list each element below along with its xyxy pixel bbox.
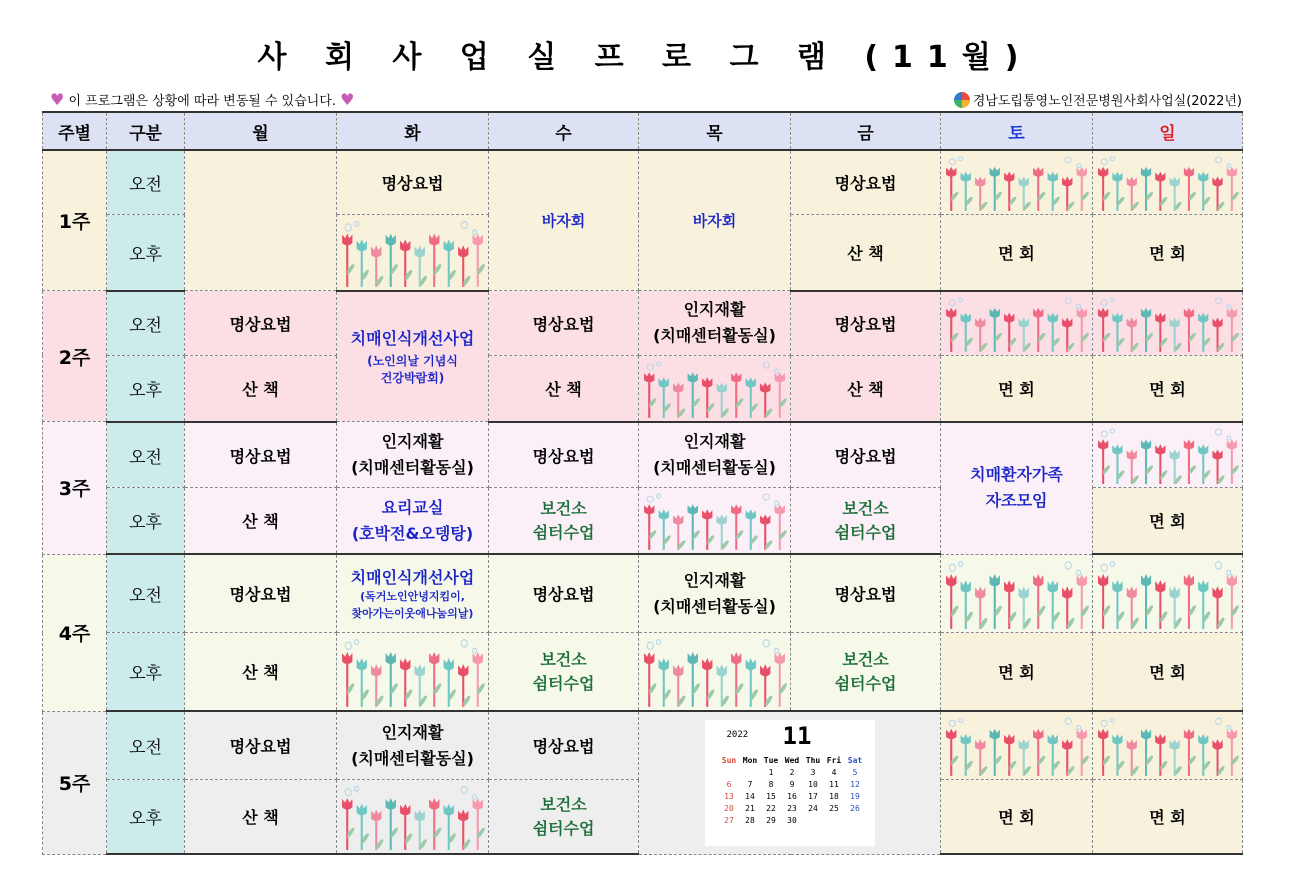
flower-decoration: [1093, 712, 1242, 779]
calendar-weekday: Sat: [847, 755, 863, 765]
program-visit: 면 회: [998, 808, 1035, 828]
header-mon: 월: [185, 112, 337, 150]
program-meditation: 명상요법: [834, 446, 897, 466]
program-walk: 산 책: [545, 379, 582, 399]
heart-icon: ♥: [50, 90, 65, 109]
header-sun: 일: [1093, 112, 1243, 150]
week-label: 5주: [43, 711, 107, 854]
flower-decoration: [337, 780, 488, 853]
calendar-day: 26: [850, 803, 860, 813]
calendar-day: 21: [745, 803, 755, 813]
header-thu: 목: [639, 112, 791, 150]
header-slot: 구분: [107, 112, 185, 150]
program-walk: 산 책: [242, 512, 279, 532]
calendar-day: 20: [724, 803, 734, 813]
page-title: 사 회 사 업 실 프 로 그 램 (11월): [257, 40, 1033, 75]
program-visit: 면 회: [1149, 808, 1186, 828]
program-shelter-class: 보건소 쉼터수업: [489, 780, 639, 854]
program-visit: 면 회: [1149, 663, 1186, 683]
flower-decoration: [639, 488, 790, 553]
header-tue: 화: [337, 112, 489, 150]
program-meditation: 명상요법: [834, 585, 897, 605]
calendar-day: 16: [787, 791, 797, 801]
program-meditation: 명상요법: [532, 585, 595, 605]
calendar-day: 9: [789, 779, 795, 789]
program-meditation: 명상요법: [229, 314, 292, 334]
schedule-table: [42, 111, 1243, 855]
header-sat: 토: [941, 112, 1093, 150]
slot-pm: 오후: [107, 780, 185, 854]
calendar-weekday: Tue: [763, 755, 779, 765]
week-label: 4주: [43, 554, 107, 711]
program-cognitive: 인지재활 (치매센터활동실): [639, 422, 791, 488]
program-meditation: 명상요법: [381, 174, 444, 194]
calendar-day: 3: [810, 767, 816, 777]
program-visit: 면 회: [998, 379, 1035, 399]
calendar-month: 11: [782, 721, 812, 750]
calendar-year: 2022: [726, 729, 749, 740]
calendar-day: 22: [766, 803, 776, 813]
program-walk: 산 책: [847, 244, 884, 263]
calendar-day: 28: [745, 815, 755, 825]
notice: [50, 90, 355, 109]
program-shelter-class: 보건소 쉼터수업: [489, 633, 639, 711]
program-shelter-class: 보건소 쉼터수업: [791, 633, 941, 711]
program-walk: 산 책: [242, 379, 279, 399]
flower-decoration: [941, 292, 1092, 355]
program-meditation: 명상요법: [229, 737, 292, 757]
calendar-day: 13: [724, 791, 734, 801]
calendar-day: 24: [808, 803, 818, 813]
program-cognitive: 인지재활 (치매센터활동실): [337, 711, 489, 779]
empty-cell: [185, 150, 337, 291]
program-cooking: 요리교실 (호박전&오뎅탕): [337, 488, 489, 554]
calendar-weekday: Fri: [826, 755, 842, 765]
calendar-day: 12: [850, 779, 860, 789]
calendar-weekday: Mon: [742, 755, 758, 765]
flower-decoration: [1093, 151, 1242, 214]
calendar-day: [719, 768, 740, 777]
calendar-day: 18: [829, 791, 839, 801]
hospital-logo-icon: [954, 92, 970, 108]
program-cognitive: 인지재활 (치매센터활동실): [639, 291, 791, 355]
calendar-day: 7: [747, 779, 753, 789]
program-visit: 면 회: [1149, 512, 1186, 532]
calendar-day: 10: [808, 779, 818, 789]
calendar-grid: [719, 756, 866, 825]
calendar-day: 14: [745, 791, 755, 801]
header-fri: 금: [791, 112, 941, 150]
program-bazaar: 바자회: [541, 212, 586, 231]
flower-decoration: [1093, 555, 1242, 632]
calendar-day: 6: [726, 779, 732, 789]
program-walk: 산 책: [847, 379, 884, 399]
flower-decoration: [639, 356, 790, 421]
program-meditation: 명상요법: [532, 737, 595, 757]
calendar-day: 8: [768, 779, 774, 789]
header-row: [43, 112, 1243, 150]
slot-am: 오전: [107, 711, 185, 779]
week-label: 2주: [43, 291, 107, 422]
slot-pm: 오후: [107, 633, 185, 711]
calendar-day: 4: [831, 767, 837, 777]
flower-decoration: [337, 633, 488, 710]
calendar-day: 5: [852, 767, 858, 777]
program-bazaar: 바자회: [692, 212, 737, 231]
calendar-day: 1: [768, 767, 774, 777]
program-visit: 면 회: [1149, 379, 1186, 399]
calendar-cell: [639, 711, 941, 854]
program-cognitive: 인지재활 (치매센터활동실): [337, 422, 489, 488]
calendar-day: 30: [787, 815, 797, 825]
program-family-group: 치매환자가족 자조모임: [941, 422, 1093, 555]
slot-am: 오전: [107, 291, 185, 355]
program-dementia-awareness: 치매인식개선사업 (독거노인안녕지킴이, 찾아가는이웃애나눔의날): [337, 554, 489, 632]
calendar-weekday: Thu: [805, 755, 821, 765]
flower-decoration: [941, 151, 1092, 214]
program-visit: 면 회: [998, 244, 1035, 263]
organization-name: 경남도립통영노인전문병원사회사업실(2022년): [972, 94, 1242, 109]
program-visit: 면 회: [1149, 244, 1186, 263]
slot-am: 오전: [107, 150, 185, 214]
calendar-day: 25: [829, 803, 839, 813]
calendar-weekday: Wed: [784, 755, 800, 765]
slot-pm: 오후: [107, 215, 185, 291]
program-meditation: 명상요법: [834, 314, 897, 334]
organization: [954, 90, 1242, 109]
calendar-day: 17: [808, 791, 818, 801]
calendar-day: 27: [724, 815, 734, 825]
heart-icon: ♥: [340, 90, 355, 109]
program-walk: 산 책: [242, 808, 279, 828]
program-walk: 산 책: [242, 663, 279, 683]
calendar-day: [740, 768, 761, 777]
calendar-day: 2: [789, 767, 795, 777]
november-calendar: [705, 720, 875, 846]
header-week: 주별: [43, 112, 107, 150]
calendar-day: 23: [787, 803, 797, 813]
program-meditation: 명상요법: [229, 446, 292, 466]
program-meditation: 명상요법: [834, 174, 897, 194]
week-label: 3주: [43, 422, 107, 555]
notice-text: 이 프로그램은 상황에 따라 변동될 수 있습니다.: [68, 94, 337, 109]
flower-decoration: [941, 712, 1092, 779]
slot-pm: 오후: [107, 488, 185, 554]
week-label: 1주: [43, 150, 107, 291]
slot-am: 오전: [107, 422, 185, 488]
flower-decoration: [1093, 292, 1242, 355]
calendar-day: 29: [766, 815, 776, 825]
program-dementia-awareness: 치매인식개선사업 (노인의날 기념식 건강박람회): [337, 291, 489, 422]
program-visit: 면 회: [998, 663, 1035, 683]
program-shelter-class: 보건소 쉼터수업: [489, 488, 639, 554]
slot-am: 오전: [107, 554, 185, 632]
calendar-day: 19: [850, 791, 860, 801]
slot-pm: 오후: [107, 355, 185, 421]
flower-decoration: [337, 215, 488, 290]
calendar-day: 15: [766, 791, 776, 801]
header-wed: 수: [489, 112, 639, 150]
program-cognitive: 인지재활 (치매센터활동실): [639, 554, 791, 632]
calendar-weekday: Sun: [721, 755, 737, 765]
program-meditation: 명상요법: [229, 585, 292, 605]
flower-decoration: [1093, 423, 1242, 488]
calendar-day: 11: [829, 779, 839, 789]
flower-decoration: [639, 633, 790, 710]
flower-decoration: [941, 555, 1092, 632]
program-shelter-class: 보건소 쉼터수업: [791, 488, 941, 554]
program-meditation: 명상요법: [532, 314, 595, 334]
program-meditation: 명상요법: [532, 446, 595, 466]
